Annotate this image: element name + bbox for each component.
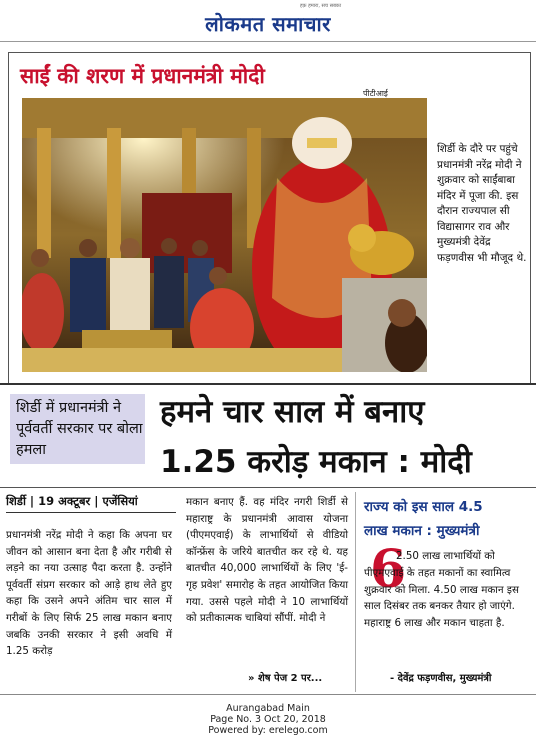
divider <box>0 694 536 695</box>
footer <box>0 703 536 736</box>
divider <box>0 487 536 488</box>
divider <box>0 383 536 385</box>
main-headline-line1: हमने चार साल में बनाए <box>160 394 425 430</box>
temple-photo <box>22 98 427 372</box>
double-arrow-icon: » <box>248 673 255 684</box>
quote-box-title-line2: लाख मकान : मुख्यमंत्री <box>364 523 480 539</box>
quote-text: 2.50 लाख लाभार्थियों को पीएमएवाई के तहत मकानों का स्वामित्व शुक्रवार को मिला. 4.50 लाख मकान इस साल दिसंबर तक बनकर तैयार हो जाएंगे. महाराष्ट्र 6 लाख और मकान चाहता है. <box>364 550 519 630</box>
footer-edition: Aurangabad Main <box>226 703 310 714</box>
kicker-text: शिर्डी में प्रधानमंत्री ने पूर्ववर्ती सरकार पर बोला हमला <box>16 400 143 458</box>
masthead-tagline: हक़ हमारा, सच सबका <box>300 3 342 9</box>
footer-page-date: Page No. 3 Oct 20, 2018 <box>210 714 326 725</box>
quote-mark-icon: 6 <box>370 539 407 600</box>
dateline: शिर्डी | 19 अक्टूबर | एजेंसियां <box>6 494 138 508</box>
continued-link[interactable] <box>248 670 322 684</box>
quote-text-block <box>364 548 530 632</box>
divider <box>6 512 176 513</box>
article-column-2: मकान बनाए हैं. वह मंदिर नगरी शिर्डी से महाराष्ट्र के प्रधानमंत्री आवास योजना (पीएमएवाई) के लाभार्थियों से वीडियो कॉन्फ्रेंस के जरिये बातचीत कर रहे थे. यह बातचीत 40,000 लाभार्थियों के लिए 'ई-गृह प्रवेश' समारोह के तहत आयोजित किया गया. उससे पहले मोदी ने 10 लाभार्थियों को प्रतीकात्मक चाबियां सौंपीं. मोदी ने <box>186 496 348 625</box>
temple-photo-illustration <box>22 98 427 372</box>
article-column-1: प्रधानमंत्री नरेंद्र मोदी ने कहा कि अपना घर जीवन को आसान बना देता है और गरीबी से लड़ने का नया उत्साह पैदा करता है. उन्होंने पूर्ववर्ती संप्रग सरकार को आड़े हाथ लेते हुए कहा कि उसने अपने अंतिम चार साल में गरीबों के लिए सिर्फ 25 लाख मकान बनाए जबकि उनकी सरकार ने इसी अवधि में 1.25 करोड़ <box>6 529 172 658</box>
quote-author: - देवेंद्र फड़णवीस, मुख्यमंत्री <box>390 673 492 684</box>
photo-headline: साईं की शरण में प्रधानमंत्री मोदी <box>20 64 265 88</box>
photo-credit: पीटीआई <box>363 89 388 98</box>
photo-caption: शिर्डी के दौरे पर पहुंचे प्रधानमंत्री नरेंद्र मोदी ने शुक्रवार को साईंबाबा मंदिर में पूजा की. इस दौरान राज्यपाल सी विद्यासागर राव और मुख्यमंत्री देवेंद्र फड़णवीस भी मौजूद थे. <box>437 143 527 264</box>
quote-box-title-line1: राज्य को इस साल 4.5 <box>364 499 483 515</box>
footer-powered-by[interactable]: Powered by: erelego.com <box>208 725 328 736</box>
masthead <box>0 0 536 42</box>
kicker-box <box>10 394 145 464</box>
newspaper-logo: लोकमत समाचार <box>205 12 331 36</box>
divider <box>0 41 536 42</box>
main-headline-line2: 1.25 करोड़ मकान : मोदी <box>160 444 472 480</box>
column-divider <box>355 492 356 692</box>
continued-text: शेष पेज 2 पर... <box>257 673 323 684</box>
